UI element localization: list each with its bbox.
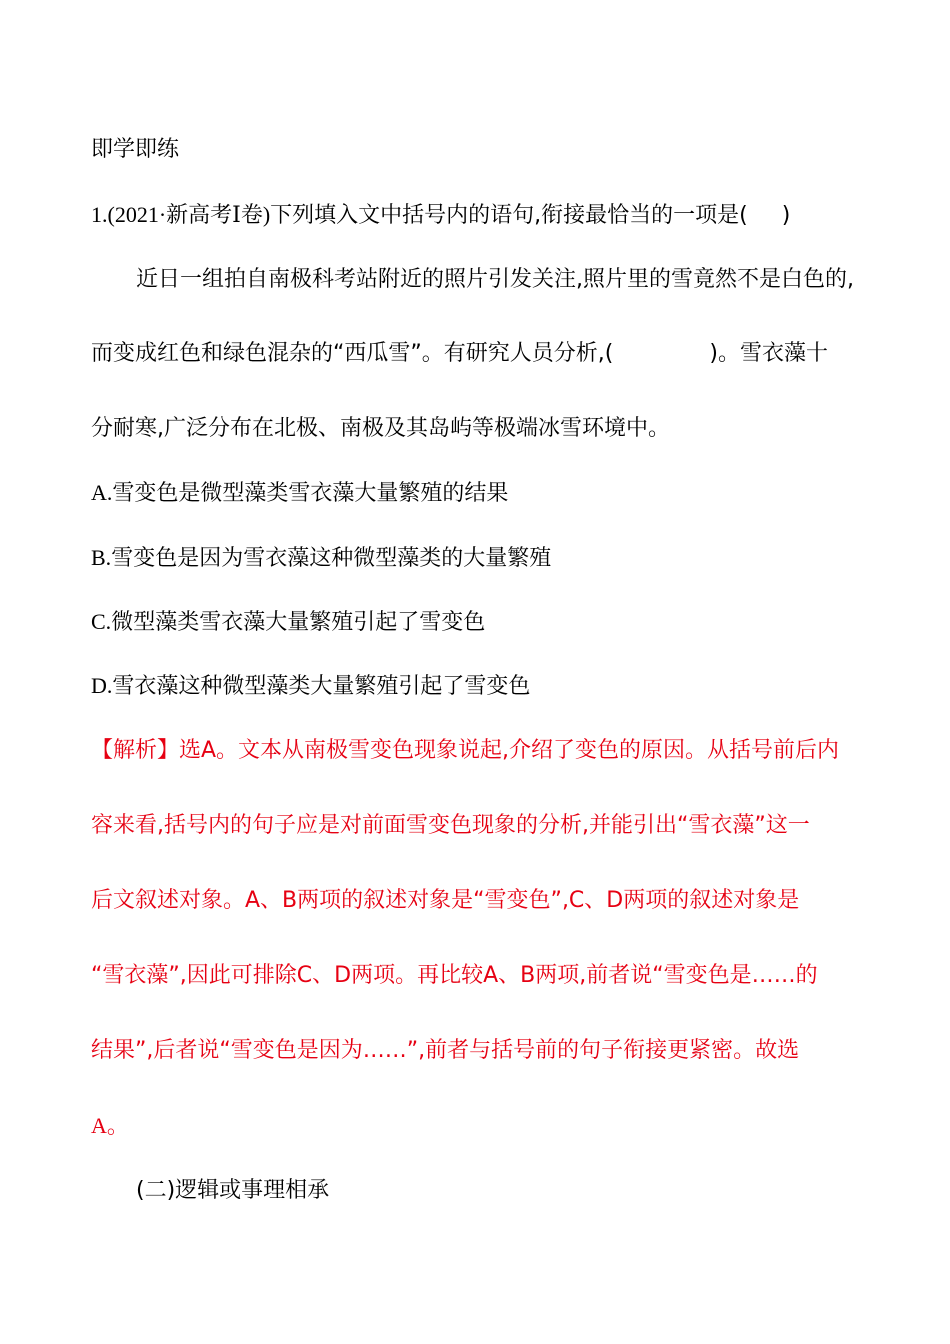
option-c-text: 微型藻类雪衣藻大量繁殖引起了雪变色 xyxy=(111,610,486,635)
analysis-line-3: 后文叙述对象。A、B两项的叙述对象是“雪变色”,C、D两项的叙述对象是 xyxy=(91,888,800,913)
question-stem-line xyxy=(91,200,790,231)
analysis-line-6: A。 xyxy=(91,1113,129,1138)
analysis-line-1: 【解析】选A。文本从南极雪变色现象说起,介绍了变色的原因。从括号前后内 xyxy=(91,738,840,763)
passage-line-2-before: 而变成红色和绿色混杂的“西瓜雪”。有研究人员分析,( xyxy=(91,341,614,366)
analysis-line-2: 容来看,括号内的句子应是对前面雪变色现象的分析,并能引出“雪衣藻”这一 xyxy=(91,813,810,838)
passage-line-3: 分耐寒,广泛分布在北极、南极及其岛屿等极端冰雪环境中。 xyxy=(91,416,670,441)
option-a xyxy=(91,478,508,509)
passage-line-2-after: )。雪衣藻十 xyxy=(709,341,828,366)
option-c xyxy=(91,607,485,638)
passage-line-1: 近日一组拍自南极科考站附近的照片引发关注,照片里的雪竟然不是白色的, xyxy=(136,267,854,292)
option-d xyxy=(91,671,530,702)
subsection-heading: (二)逻辑或事理相承 xyxy=(136,1178,330,1203)
option-b-text: 雪变色是因为雪衣藻这种微型藻类的大量繁殖 xyxy=(111,546,552,571)
option-b-letter: B. xyxy=(91,545,112,570)
question-number: 1. xyxy=(91,202,108,227)
option-a-text: 雪变色是微型藻类雪衣藻大量繁殖的结果 xyxy=(112,481,509,506)
option-c-letter: C. xyxy=(91,609,112,634)
question-source: (2021·新高考Ⅰ卷) xyxy=(107,202,271,227)
option-b xyxy=(91,543,551,574)
passage-line-2 xyxy=(91,339,828,369)
option-a-letter: A. xyxy=(91,480,113,505)
option-d-text: 雪衣藻这种微型藻类大量繁殖引起了雪变色 xyxy=(112,674,531,699)
analysis-line-5: 结果”,后者说“雪变色是因为……”,前者与括号前的句子衔接更紧密。故选 xyxy=(91,1038,800,1063)
section-heading: 即学即练 xyxy=(91,137,180,162)
option-d-letter: D. xyxy=(91,673,113,698)
question-stem-close: ) xyxy=(781,203,791,228)
question-stem: 下列填入文中括号内的语句,衔接最恰当的一项是( xyxy=(270,203,748,228)
analysis-line-4: “雪衣藻”,因此可排除C、D两项。再比较A、B两项,前者说“雪变色是……的 xyxy=(91,963,818,988)
